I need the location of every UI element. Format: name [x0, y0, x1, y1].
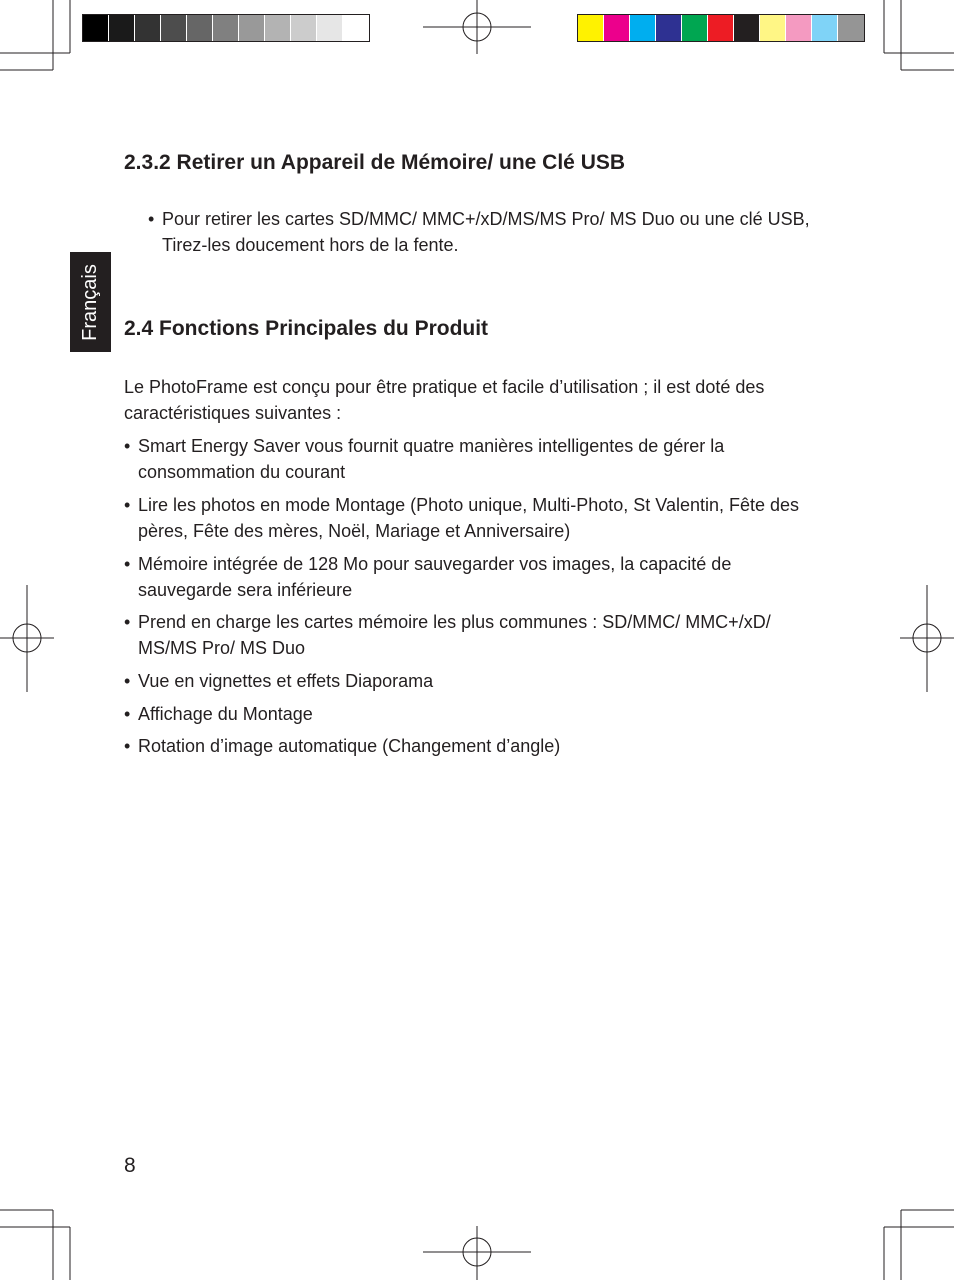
- color-swatch: [630, 15, 656, 41]
- page-number: 8: [124, 1154, 136, 1177]
- list-item-text: Lire les photos en mode Montage (Photo unique, Multi-Photo, St Valentin, Fête des pères, Fête des mères, Noël, Mariage et Anniversaire): [138, 495, 800, 541]
- color-swatch: [135, 15, 161, 41]
- color-swatch: [239, 15, 265, 41]
- color-swatch: [786, 15, 812, 41]
- bullet: •: [124, 495, 131, 515]
- list-item-text: Mémoire intégrée de 128 Mo pour sauvegarder vos images, la capacité de sauvegarde sera inférieure: [138, 554, 732, 600]
- list-item: [148, 206, 818, 258]
- list-item: [124, 668, 824, 694]
- list-item: [124, 701, 824, 727]
- list-item: [124, 492, 824, 544]
- color-swatch: [760, 15, 786, 41]
- language-tab: [70, 252, 111, 352]
- bullet: •: [148, 209, 155, 229]
- color-swatch: [265, 15, 291, 41]
- list-item-text: Pour retirer les cartes SD/MMC/ MMC+/xD/MS/MS Pro/ MS Duo ou une clé USB, Tirez-les doucement hors de la fente.: [162, 209, 810, 255]
- list-item: [124, 609, 824, 661]
- color-swatch: [109, 15, 135, 41]
- color-swatch: [656, 15, 682, 41]
- color-swatch: [83, 15, 109, 41]
- bullet: •: [124, 436, 131, 456]
- color-swatch: [708, 15, 734, 41]
- list-item-text: Affichage du Montage: [138, 704, 313, 724]
- section-heading-2-4: 2.4 Fonctions Principales du Produit: [124, 317, 489, 340]
- list-item-text: Smart Energy Saver vous fournit quatre manières intelligentes de gérer la consommation du courant: [138, 436, 725, 482]
- bullet: •: [124, 736, 131, 756]
- list-item: [124, 733, 824, 759]
- language-tab-label: Français: [79, 263, 102, 341]
- color-swatch: [317, 15, 343, 41]
- color-swatch: [604, 15, 630, 41]
- bullet: •: [124, 704, 131, 724]
- section-heading-2-3-2: 2.3.2 Retirer un Appareil de Mémoire/ une Clé USB: [124, 151, 626, 174]
- intro-paragraph: Le PhotoFrame est conçu pour être pratique et facile d’utilisation ; il est doté des caractéristiques suivantes :: [124, 377, 765, 423]
- color-swatch: [343, 15, 369, 41]
- list-item-text: Prend en charge les cartes mémoire les plus communes : SD/MMC/ MMC+/xD/ MS/MS Pro/ MS Duo: [138, 612, 771, 658]
- color-swatch: [838, 15, 864, 41]
- bullet: •: [124, 612, 131, 632]
- list-item: [124, 433, 824, 485]
- color-swatch: [812, 15, 838, 41]
- gray-color-bar: [82, 14, 370, 42]
- list-item-text: Rotation d’image automatique (Changement d’angle): [138, 736, 561, 756]
- color-swatch: [734, 15, 760, 41]
- bullet: •: [124, 554, 131, 574]
- process-color-bar: [577, 14, 865, 42]
- color-swatch: [213, 15, 239, 41]
- color-swatch: [161, 15, 187, 41]
- bullet: •: [124, 671, 131, 691]
- color-swatch: [187, 15, 213, 41]
- color-swatch: [291, 15, 317, 41]
- list-item-text: Vue en vignettes et effets Diaporama: [138, 671, 434, 691]
- list-item: [124, 551, 824, 603]
- color-swatch: [578, 15, 604, 41]
- color-swatch: [682, 15, 708, 41]
